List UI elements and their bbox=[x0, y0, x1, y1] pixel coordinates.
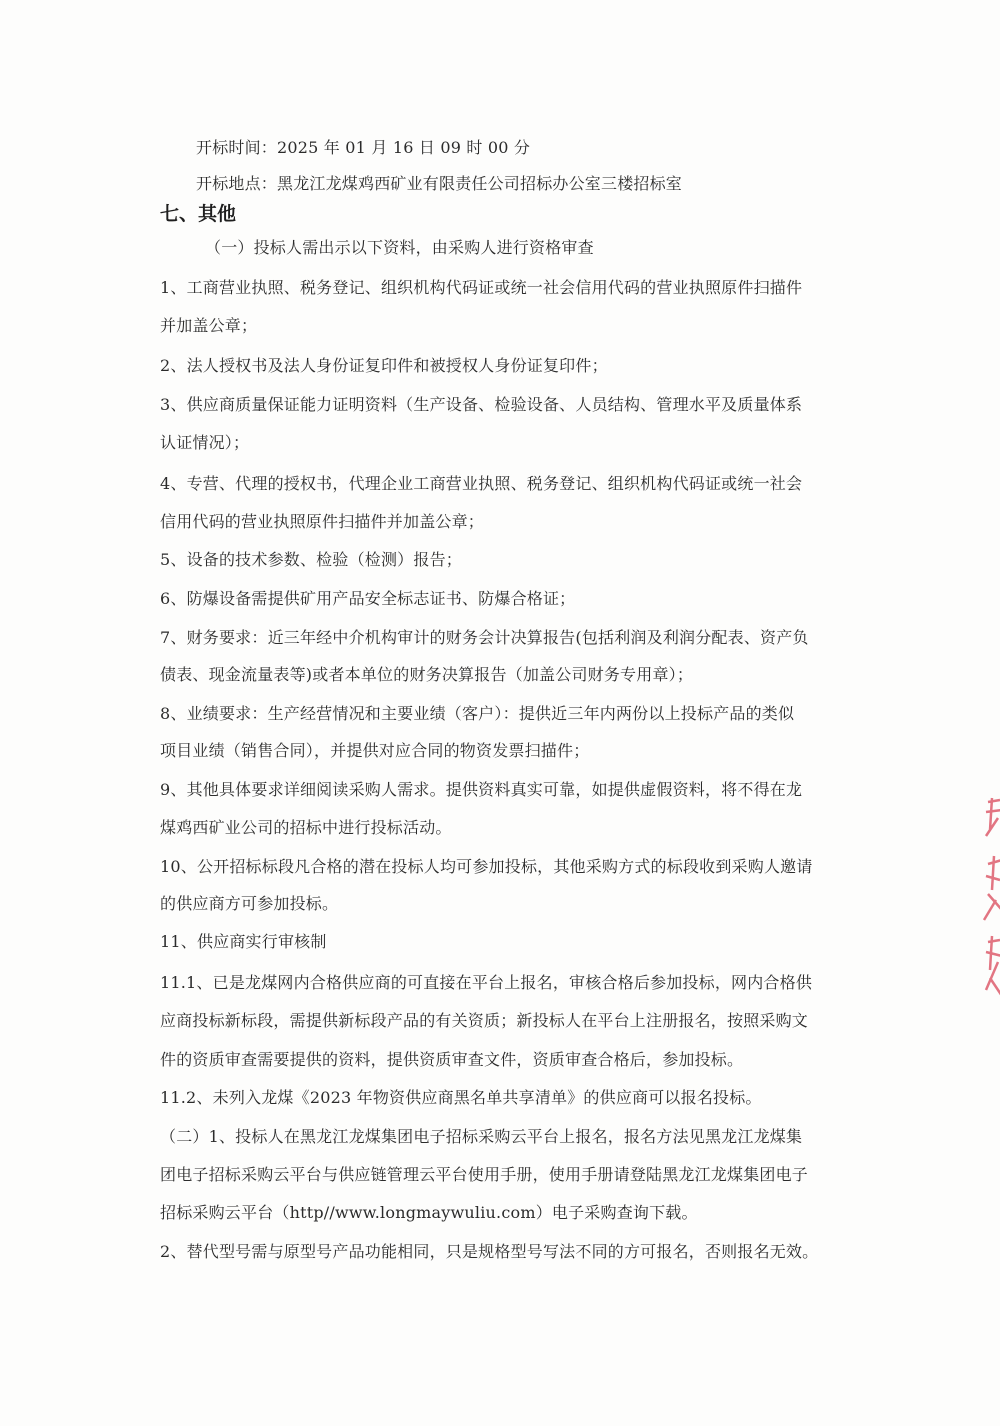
sub-heading-qualification: （一）投标人需出示以下资料，由采购人进行资格审查 bbox=[205, 238, 594, 257]
paragraph-line: 9、其他具体要求详细阅读采购人需求。提供资料真实可靠，如提供虚假资料，将不得在龙 bbox=[160, 780, 803, 799]
paragraph-line: 7、财务要求：近三年经中介机构审计的财务会计决算报告(包括利润及利润分配表、资产负 bbox=[160, 628, 809, 647]
paragraph-line: 8、业绩要求：生产经营情况和主要业绩（客户）：提供近三年内两份以上投标产品的类似 bbox=[160, 704, 795, 723]
paragraph-line: 应商投标新标段，需提供新标段产品的有关资质；新投标人在平台上注册报名，按照采购文 bbox=[160, 1011, 809, 1030]
paragraph-line: 3、供应商质量保证能力证明资料（生产设备、检验设备、人员结构、管理水平及质量体系 bbox=[160, 395, 803, 414]
paragraph-line: 信用代码的营业执照原件扫描件并加盖公章； bbox=[160, 512, 485, 531]
paragraph-line: 煤鸡西矿业公司的招标中进行投标活动。 bbox=[160, 818, 452, 837]
paragraph-line: 10、公开招标标段凡合格的潜在投标人均可参加投标，其他采购方式的标段收到采购人邀请 bbox=[160, 857, 813, 876]
paragraph-line: 2、替代型号需与原型号产品功能相同，只是规格型号写法不同的方可报名，否则报名无效。 bbox=[160, 1242, 819, 1261]
paragraph-line: 债表、现金流量表等)或者本单位的财务决算报告（加盖公司财务专用章）； bbox=[160, 665, 694, 684]
paragraph-line: 11、供应商实行审核制 bbox=[160, 932, 327, 951]
paragraph-line: （二）1、投标人在黑龙江龙煤集团电子招标采购云平台上报名，报名方法见黑龙江龙煤集 bbox=[160, 1127, 803, 1146]
paragraph-line: 件的资质审查需要提供的资料，提供资质审查文件，资质审查合格后，参加投标。 bbox=[160, 1050, 744, 1069]
paragraph-line: 并加盖公章； bbox=[160, 316, 258, 335]
paragraph-line: 4、专营、代理的授权书，代理企业工商营业执照、税务登记、组织机构代码证或统一社会 bbox=[160, 474, 803, 493]
paragraph-line: 6、防爆设备需提供矿用产品安全标志证书、防爆合格证； bbox=[160, 589, 576, 608]
opening-place: 开标地点：黑龙江龙煤鸡西矿业有限责任公司招标办公室三楼招标室 bbox=[196, 174, 683, 193]
paragraph-line: 2、法人授权书及法人身份证复印件和被授权人身份证复印件； bbox=[160, 356, 608, 375]
opening-time: 开标时间：2025 年 01 月 16 日 09 时 00 分 bbox=[196, 138, 531, 157]
paragraph-line: 项目业绩（销售合同），并提供对应合同的物资发票扫描件； bbox=[160, 741, 590, 760]
paragraph-line: 11.2、未列入龙煤《2023 年物资供应商黑名单共享清单》的供应商可以报名投标。 bbox=[160, 1088, 762, 1107]
paragraph-line: 认证情况）； bbox=[160, 433, 250, 452]
red-seal-stamp bbox=[980, 790, 1000, 1010]
paragraph-line: 团电子招标采购云平台与供应链管理云平台使用手册，使用手册请登陆黑龙江龙煤集团电子 bbox=[160, 1165, 809, 1184]
paragraph-line: 1、工商营业执照、税务登记、组织机构代码证或统一社会信用代码的营业执照原件扫描件 bbox=[160, 278, 803, 297]
paragraph-line: 11.1、已是龙煤网内合格供应商的可直接在平台上报名，审核合格后参加投标，网内合格供 bbox=[160, 973, 813, 992]
section-heading: 七、其他 bbox=[160, 203, 237, 225]
paragraph-line: 5、设备的技术参数、检验（检测）报告； bbox=[160, 550, 462, 569]
paragraph-line: 的供应商方可参加投标。 bbox=[160, 894, 339, 913]
paragraph-line: 招标采购云平台（http//www.longmaywuliu.com）电子采购查询下载。 bbox=[160, 1203, 698, 1222]
